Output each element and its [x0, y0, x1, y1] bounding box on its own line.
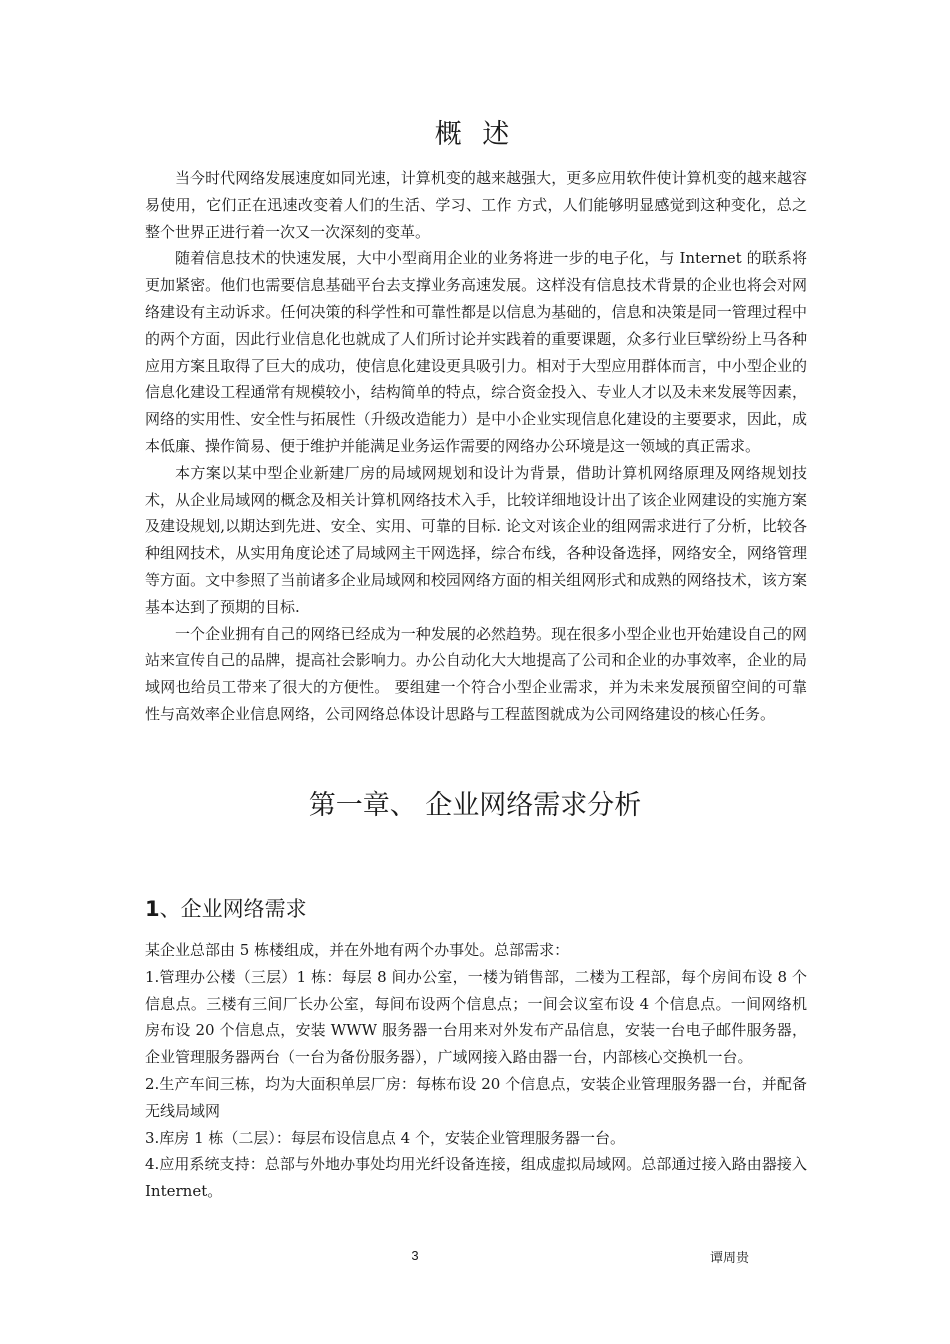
requirement-item: 4.应用系统支持：总部与外地办事处均用光纤设备连接，组成虚拟局域网。总部通过接入路由器接入 Internet。 [145, 1155, 807, 1201]
page-number: 3 [411, 1248, 419, 1263]
page-title: 概 述 [434, 119, 516, 150]
intro-paragraph: 当今时代网络发展速度如同光速，计算机变的越来越强大，更多应用软件使计算机变的越来越容易使用，它们正在迅速改变着人们的生活、学习、工作 方式，人们能够明显感觉到这种变化，总之整个世界正进行着一次又一次深刻的变革。 [145, 169, 807, 241]
footer-author: 谭周贵 [710, 1251, 750, 1266]
intro-paragraph: 随着信息技术的快速发展，大中小型商用企业的业务将进一步的电子化，与 Internet 的联系将更加紧密。他们也需要信息基础平台去支撑业务高速发展。这样没有信息技术背景的企业也将会对网络建设有主动诉求。任何决策的科学性和可靠性都是以信息为基础的，信息和决策是同一管理过程中的两个方面，因此行业信息化也就成了人们所讨论并实践着的重要课题，众多行业巨擘纷纷上马各种应用方案且取得了巨大的成功，使信息化建设更具吸引力。相对于大型应用群体而言，中小型企业的信息化建设工程通常有规模较小，结构简单的特点，综合资金投入、专业人才以及未来发展等因素，网络的实用性、安全性与拓展性（升级改造能力）是中小企业实现信息化建设的主要要求，因此，成本低廉、操作简易、便于维护并能满足业务运作需要的网络办公环境是这一领域的真正需求。 [145, 249, 807, 455]
requirement-item: 2.生产车间三栋，均为大面积单层厂房：每栋布设 20 个信息点，安装企业管理服务器一台，并配备无线局域网 [145, 1074, 807, 1120]
intro-section [145, 165, 807, 728]
section-heading [145, 893, 307, 923]
chapter-heading: 第一章、 企业网络需求分析 [308, 790, 642, 821]
requirement-item: 3.库房 1 栋（二层）：每层布设信息点 4 个，安装企业管理服务器一台。 [145, 1128, 625, 1147]
requirement-item: 某企业总部由 5 栋楼组成，并在外地有两个办事处。总部需求： [145, 941, 570, 959]
section-title: 、企业网络需求 [159, 897, 307, 921]
section-number: 1 [145, 897, 160, 921]
requirements-section [145, 937, 807, 1205]
intro-paragraph: 一个企业拥有自己的网络已经成为一种发展的必然趋势。现在很多小型企业也开始建设自己的网站来宣传自己的品牌，提高社会影响力。办公自动化大大地提高了公司和企业的办事效率，企业的局域网也给员工带来了很大的方便性。 要组建一个符合小型企业需求，并为未来发展预留空间的可靠性与高效率企业信息网络，公司网络总体设计思路与工程蓝图就成为公司网络建设的核心任务。 [145, 624, 807, 723]
requirement-item: 1.管理办公楼（三层）1 栋：每层 8 间办公室，一楼为销售部，二楼为工程部，每个房间布设 8 个信息点。三楼有三间厂长办公室，每间布设两个信息点；一间会议室布设 4 个信息点。一间网络机房布设 20 个信息点，安装 WWW 服务器一台用来对外发布产品信息，安装一台电子邮件服务器，企业管理服务器两台（一台为备份服务器），广域网接入路由器一台，内部核心交换机一台。 [145, 967, 807, 1067]
intro-paragraph: 本方案以某中型企业新建厂房的局域网规划和设计为背景，借助计算机网络原理及网络规划技术，从企业局域网的概念及相关计算机网络技术入手，比较详细地设计出了该企业网建设的实施方案及建设规划,以期达到先进、安全、实用、可靠的目标. 论文对该企业的组网需求进行了分析，比较各种组网技术，从实用角度论述了局域网主干网选择，综合布线，各种设备选择，网络安全，网络管理等方面。文中参照了当前诸多企业局域网和校园网络方面的相关组网形式和成熟的网络技术，该方案基本达到了预期的目标. [145, 463, 807, 616]
